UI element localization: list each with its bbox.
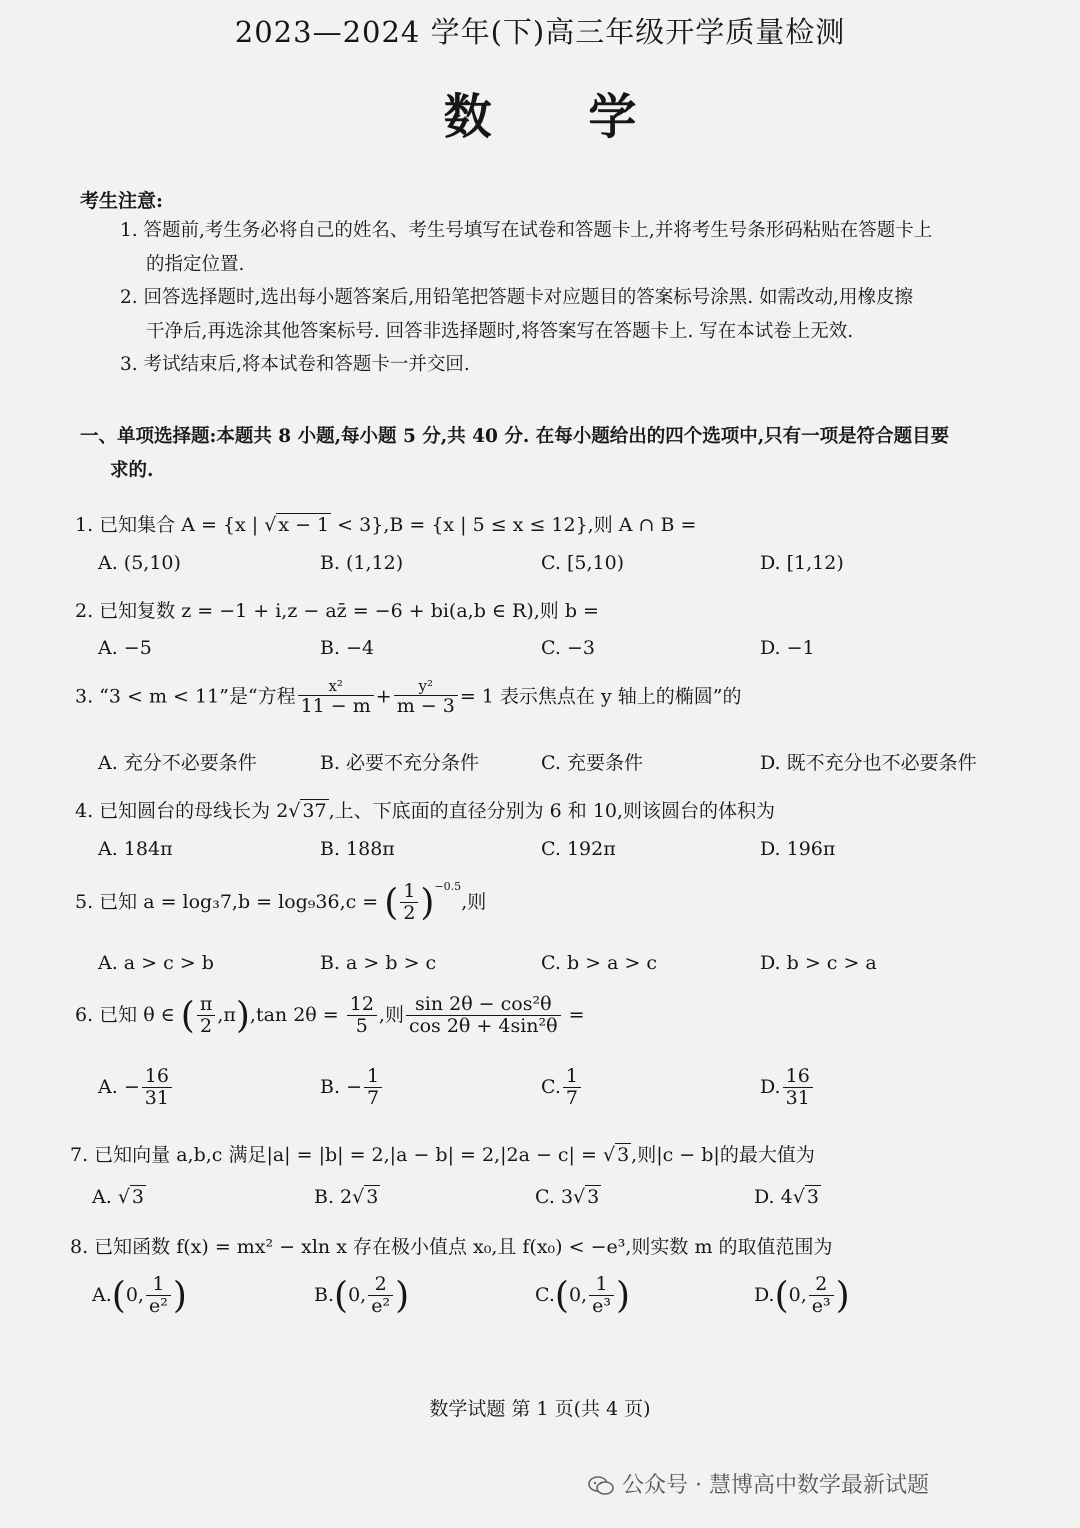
question-8: 8. 已知函数 f(x) = mx² − xln x 存在极小值点 x₀,且 f(x₀) < −e³,则实数 m 的取值范围为: [70, 1236, 833, 1258]
option-a[interactable]: A. √ 3: [92, 1186, 145, 1208]
question-5: 5. 已知 a = log₃7,b = log₉36,c = ( $\frac{1}{2}$ )$^{-0.5}$,则: [75, 880, 487, 925]
notice-line: 的指定位置.: [146, 254, 245, 275]
question-text: ,上、下底面的直径分别为 6 和 10,则该圆台的体积为: [328, 800, 776, 822]
option-c[interactable]: C. 3√ 3: [535, 1186, 600, 1208]
question-text: =: [562, 1003, 585, 1026]
option-a[interactable]: A. 184π: [98, 838, 173, 860]
option-b[interactable]: B.(0, $\frac{2}{\text{e²}}$ ): [314, 1273, 410, 1317]
options-6: [98, 1066, 1038, 1120]
section-heading: [80, 420, 1040, 488]
option-b[interactable]: B. −4: [320, 637, 375, 659]
option-c[interactable]: C. 192π: [541, 838, 616, 860]
options-4: [98, 838, 1038, 878]
option-a[interactable]: A. a > c > b: [98, 952, 214, 974]
option-b[interactable]: B. (1,12): [320, 552, 404, 574]
fraction: $\frac{\pi}{2}$: [197, 994, 216, 1038]
question-6: 6. 已知 θ ∈ ( $\frac{\pi}{2}$ ,π),tan 2θ = $\frac{12}{5}$ ,则 $\frac{\text{sin 2θ − cos²θ}}{\text{cos 2θ + 4sin²θ}}$ =: [75, 993, 585, 1037]
option-d[interactable]: D. −1: [760, 637, 815, 659]
notice-line: 3. 考试结束后,将本试卷和答题卡一并交回.: [120, 354, 470, 375]
question-text: < 3},B = {x | 5 ≤ x ≤ 12},则 A ∩ B =: [331, 514, 697, 536]
watermark-text: 公众号 · 慧博高中数学最新试题: [622, 1473, 929, 1498]
options-7: [92, 1186, 1032, 1226]
fraction: $\frac{\text{x²}}{11 - m}$: [298, 678, 374, 717]
notice-heading: 考生注意:: [80, 190, 164, 212]
page-footer: 数学试题 第 1 页(共 4 页): [429, 1398, 651, 1420]
question-1: 1. 已知集合 A = {x | √ x − 1 < 3},B = {x | 5 ≤ x ≤ 12},则 A ∩ B =: [75, 514, 697, 536]
option-d[interactable]: D.(0, $\frac{2}{\text{e³}}$ ): [754, 1273, 850, 1317]
option-c[interactable]: C. $\frac{1}{7}$: [541, 1066, 583, 1110]
question-text: 6. 已知 θ ∈: [75, 1003, 181, 1026]
option-d[interactable]: D. 4√ 3: [754, 1186, 819, 1208]
option-b[interactable]: B. a > b > c: [320, 952, 437, 974]
option-a[interactable]: A. − $\frac{16}{31}$: [98, 1066, 174, 1110]
option-c[interactable]: C. b > a > c: [541, 952, 658, 974]
notice-item-3: [120, 348, 1035, 382]
notice-item-2: [120, 281, 1035, 349]
question-text: ,则|c − b|的最大值为: [631, 1144, 815, 1166]
fraction: $\frac{12}{5}$: [347, 994, 377, 1038]
exponent: −0.5: [434, 880, 462, 893]
radicand: 37: [302, 800, 327, 822]
options-1: [98, 552, 1038, 592]
options-3: [98, 748, 1038, 788]
option-d[interactable]: D. $\frac{16}{31}$: [760, 1066, 815, 1110]
option-d[interactable]: D. 既不充分也不必要条件: [760, 752, 977, 774]
question-2: 2. 已知复数 z = −1 + i,z − az̄ = −6 + bi(a,b ∈ R),则 b =: [75, 600, 599, 622]
notice-line: 干净后,再选涂其他答案标号. 回答非选择题时,将答案写在答题卡上. 写在本试卷上无效.: [146, 321, 854, 342]
notice-item-1: [120, 214, 1035, 282]
fraction: $\frac{\text{sin 2θ − cos²θ}}{\text{cos 2θ + 4sin²θ}}$: [406, 994, 561, 1038]
wechat-icon: [588, 1476, 614, 1496]
question-text: 7. 已知向量 a,b,c 满足|a| = |b| = 2,|a − b| = 2,|2a − c| =: [70, 1144, 603, 1166]
option-a[interactable]: A. −5: [98, 637, 152, 659]
notice-line: 2. 回答选择题时,选出每小题答案后,用铅笔把答题卡对应题目的答案标号涂黑. 如需改动,用橡皮擦: [120, 287, 913, 308]
option-b[interactable]: B. 必要不充分条件: [320, 752, 480, 774]
option-d[interactable]: D. b > c > a: [760, 952, 877, 974]
section-line: 求的.: [110, 460, 154, 481]
question-text: 5. 已知 a = log₃7,b = log₉36,c =: [75, 891, 385, 913]
radicand: x − 1: [278, 514, 330, 536]
option-b[interactable]: B. 188π: [320, 838, 395, 860]
options-2: [98, 637, 1038, 677]
option-d[interactable]: D. 196π: [760, 838, 836, 860]
section-line: 一、单项选择题:本题共 8 小题,每小题 5 分,共 40 分. 在每小题给出的四个选项中,只有一项是符合题目要: [80, 426, 950, 447]
exam-title: 2023—2024 学年(下)高三年级开学质量检测: [234, 15, 846, 49]
question-4: 4. 已知圆台的母线长为 2√ 37 ,上、下底面的直径分别为 6 和 10,则该圆台的体积为: [75, 800, 776, 822]
option-a[interactable]: A.(0, $\frac{1}{\text{e²}}$ ): [92, 1273, 187, 1317]
subject-title: 数 学: [443, 89, 677, 145]
option-d[interactable]: D. [1,12): [760, 552, 844, 574]
fraction: $\frac{\text{y²}}{m - 3}$: [394, 678, 458, 717]
radicand: 3: [617, 1144, 630, 1166]
question-text: ,则: [461, 891, 487, 913]
option-a[interactable]: A. 充分不必要条件: [98, 752, 257, 774]
option-c[interactable]: C. [5,10): [541, 552, 625, 574]
option-b[interactable]: B. 2√ 3: [314, 1186, 379, 1208]
watermark: [588, 1468, 929, 1499]
question-7: 7. 已知向量 a,b,c 满足|a| = |b| = 2,|a − b| = 2,|2a − c| = √ 3 ,则|c − b|的最大值为: [70, 1144, 815, 1166]
option-a[interactable]: A. (5,10): [98, 552, 181, 574]
question-text: 4. 已知圆台的母线长为 2: [75, 800, 289, 822]
question-text: = 1 表示焦点在 y 轴上的椭圆”的: [459, 685, 742, 708]
options-5: [98, 952, 1038, 992]
option-b[interactable]: B. − $\frac{1}{7}$: [320, 1066, 384, 1110]
option-c[interactable]: C. −3: [541, 637, 595, 659]
question-3: 3. “3 < m < 11”是“方程 $\frac{\text{x²}}{11 - m}$ + $\frac{\text{y²}}{m - 3}$ = 1 表示焦点在 y 轴上的椭圆”的: [75, 677, 742, 717]
options-8: [92, 1274, 1032, 1330]
question-text: 1. 已知集合 A = {x |: [75, 514, 265, 536]
notice-line: 1. 答题前,考生务必将自己的姓名、考生号填写在试卷和答题卡上,并将考生号条形码粘贴在答题卡上: [120, 220, 933, 241]
option-c[interactable]: C. 充要条件: [541, 752, 643, 774]
option-c[interactable]: C.(0, $\frac{1}{\text{e³}}$ ): [535, 1273, 631, 1317]
fraction: $\frac{1}{2}$: [400, 881, 418, 925]
question-text: 3. “3 < m < 11”是“方程: [75, 685, 296, 708]
